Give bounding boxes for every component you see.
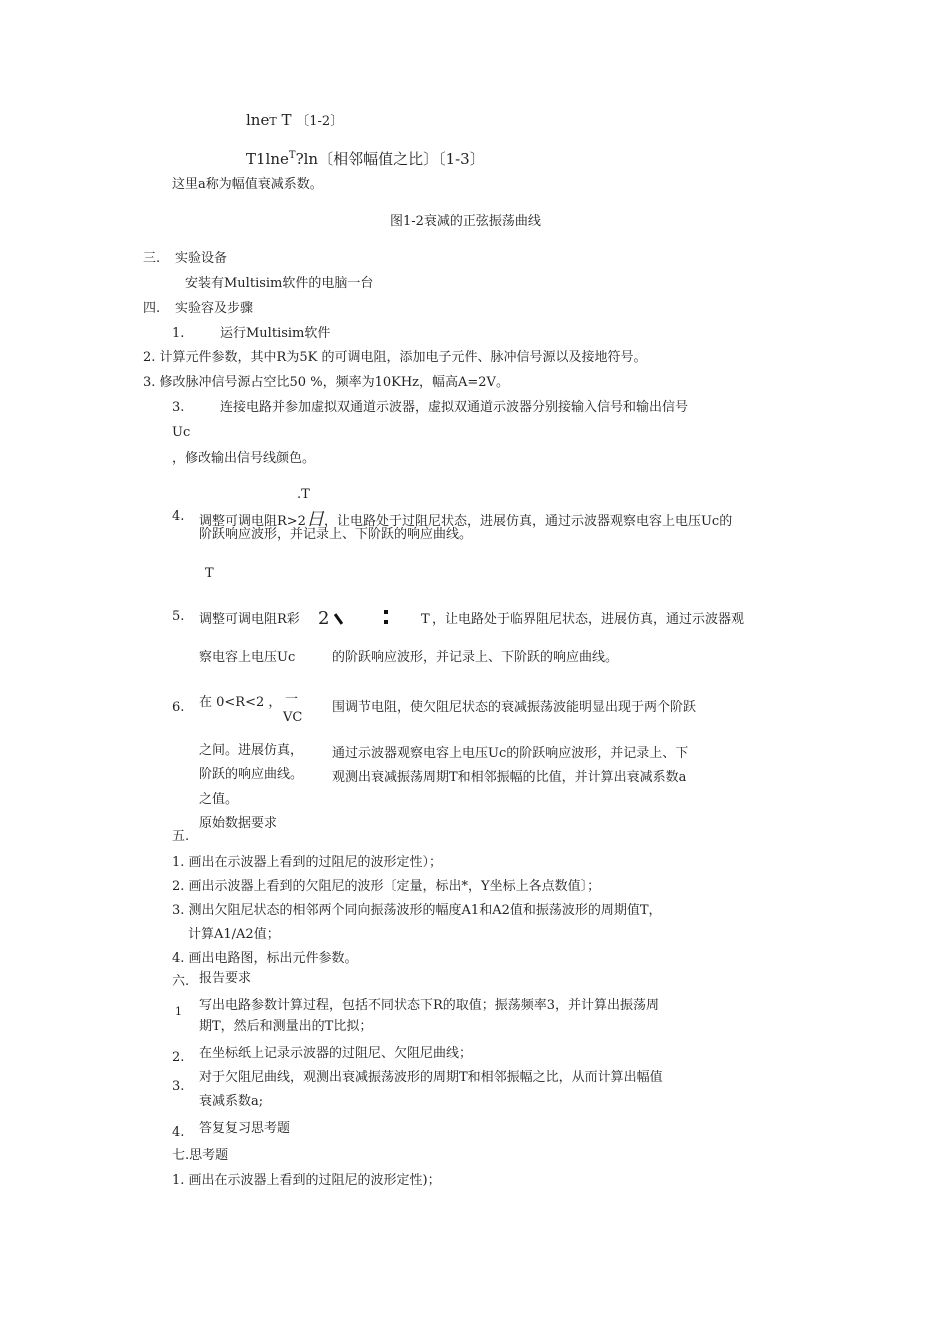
step4-top: .T [297, 487, 310, 502]
formula-1-3-sup: T [288, 150, 296, 161]
step4-rest: ，让电路处于过阻尼状态，进展仿真，通过示波器观察电容上电压Uc的 [323, 514, 733, 529]
step5-dot-upper [384, 610, 388, 614]
step2-text: 2. 计算元件参数，其中R为5K 的可调电阻，添加电子元件、脉冲信号源以及接地符号。 [143, 350, 647, 365]
sec5-item: 1. 画出在示波器上看到的过阻尼的波形定性）； [172, 855, 443, 870]
formula-1-2 [246, 111, 343, 130]
figure-caption: 图1-2衰减的正弦振荡曲线 [390, 214, 541, 229]
step5-dot-lower [384, 620, 388, 624]
alpha-note: 这里a称为幅值衰减系数。 [172, 177, 323, 192]
step6-num: 6. [172, 700, 185, 715]
step1-text: 运行Multisim软件 [220, 326, 331, 341]
sec6-item3-a: 对于欠阻尼曲线，观测出衰减振荡波形的周期T和相邻振幅之比，从而计算出幅值 [199, 1070, 663, 1085]
step5-line2b: 的阶跃响应波形，并记录上、下阶跃的响应曲线。 [332, 650, 619, 665]
step4-num: 4. [172, 509, 185, 524]
sec6-item1-a: 写出电路参数计算过程，包括不同状态下R的取值；振荡频率3，并计算出振荡周 [199, 998, 660, 1013]
sec4-num: 四. [143, 301, 161, 316]
formula-1-2-sub: T [269, 115, 277, 128]
step6-frac-top: 一 [285, 692, 299, 707]
step3b-text: 连接电路并参加虚拟双通道示波器，虚拟双通道示波器分别接输入信号和输出信号 [220, 400, 689, 415]
sec7-title: 七.思考题 [172, 1148, 229, 1163]
sec6-item4: 答复复习思考题 [199, 1121, 291, 1136]
formula-1-2-var: T [281, 111, 292, 129]
sec5-item: 2. 画出示波器上看到的欠阻尼的波形〔定量，标出*，Y坐标上各点数值〕； [172, 879, 601, 894]
step6-frac-bot: VC [283, 710, 303, 725]
step1-num: 1. [172, 326, 185, 341]
sec5-num: 五. [172, 829, 190, 844]
step4-prefix: 调整可调电阻R>2 [199, 514, 306, 529]
step5-prefix: 调整可调电阻R彩 [199, 612, 300, 627]
sec6-item4-num: 4. [172, 1125, 185, 1140]
sec6-item1-b: 期T，然后和测量出的T比拟； [199, 1019, 373, 1034]
step3b-cont: Uc [172, 425, 191, 440]
formula-1-3-prefix: T1lne [246, 150, 289, 168]
formula-1-2-prefix: lne [246, 111, 270, 129]
step5-two: 2 [318, 608, 330, 629]
step3a-text: 3. 修改脉冲信号源占空比50 %，频率为10KHz，幅高A=2V。 [143, 375, 509, 390]
sec5-item: 计算A1/A2值； [188, 927, 280, 942]
formula-1-3-rest: ?ln〔相邻幅值之比〕〔1-3〕 [295, 150, 485, 168]
step5-top: T [205, 566, 214, 581]
step6-l4: 之值。 [199, 792, 239, 807]
formula-1-3 [246, 150, 485, 168]
step4-line2: 阶跃响应波形，并记录上、下阶跃的响应曲线。 [199, 527, 473, 542]
step5-slash-mark [334, 613, 343, 625]
step4-symbol: 日 [305, 509, 324, 530]
sec3-line: 安装有Multisim软件的电脑一台 [185, 276, 374, 291]
step6-l3b: 观测出衰减振荡周期T和相邻振幅的比值，并计算出衰减系数a [332, 770, 687, 785]
sec5-title: 原始数据要求 [199, 816, 278, 831]
sec3-title: 实验设备 [175, 251, 228, 266]
sec5-item: 4. 画出电路图，标出元件参数。 [172, 951, 358, 966]
step6-l2a: 之间。进展仿真， [199, 743, 304, 758]
sec6-num: 六. [172, 974, 190, 989]
sec6-item3-b: 衰减系数a; [199, 1094, 264, 1109]
formula-1-2-tag: 〔1-2〕 [296, 114, 344, 129]
sec3-num: 三. [143, 251, 161, 266]
step5-num: 5. [172, 609, 185, 624]
sec6-item1-num: 1 [175, 1005, 182, 1018]
step6-l3a: 阶跃的响应曲线。 [199, 767, 304, 782]
step5-T: T [421, 612, 430, 627]
step5-rest: ，让电路处于临界阻尼状态，进展仿真，通过示波器观 [432, 612, 745, 627]
step5-line2a: 察电容上电压Uc [199, 650, 296, 665]
step6-a: 在 0<R<2 ， [199, 695, 282, 710]
sec6-item2-num: 2. [172, 1050, 185, 1065]
sec4-title: 实验容及步骤 [175, 301, 254, 316]
step6-l2b: 通过示波器观察电容上电压Uc的阶跃响应波形，并记录上、下 [332, 746, 689, 761]
sec7-item1: 1. 画出在示波器上看到的过阻尼的波形定性)； [172, 1173, 441, 1188]
sec6-item2: 在坐标纸上记录示波器的过阻尼、欠阻尼曲线； [199, 1046, 473, 1061]
step3b-num: 3. [172, 400, 185, 415]
step6-b: 围调节电阻，使欠阻尼状态的衰减振荡波能明显出现于两个阶跃 [332, 700, 697, 715]
sec5-item: 3. 测出欠阻尼状态的相邻两个同向振荡波形的幅度A1和A2值和振荡波形的周期值T， [172, 903, 662, 918]
step3b-cont2: ，修改输出信号线颜色。 [172, 451, 316, 466]
sec6-title: 报告要求 [199, 971, 252, 986]
sec6-item3-num: 3. [172, 1079, 185, 1094]
